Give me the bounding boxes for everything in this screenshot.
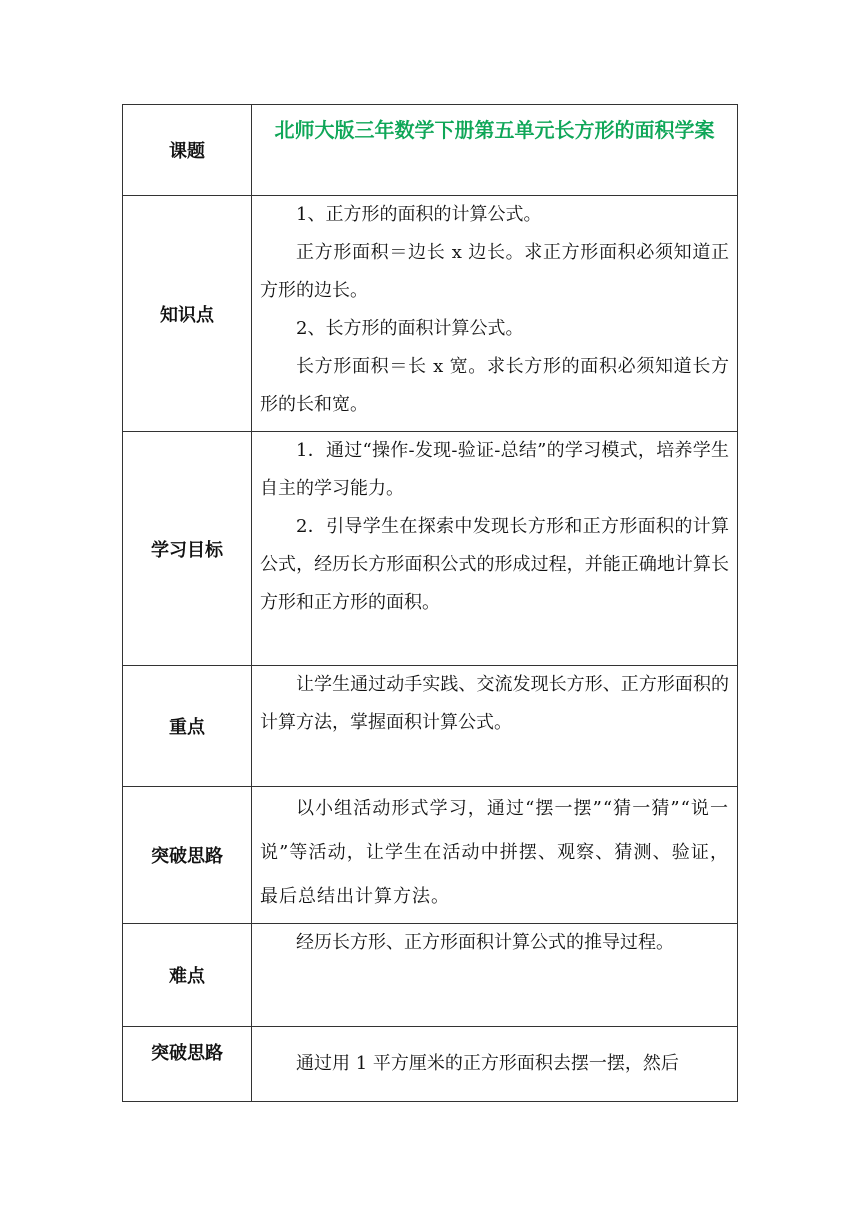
document-title: 北师大版三年数学下册第五单元长方形的面积学案 <box>274 118 715 142</box>
row-label: 学习目标 <box>123 432 252 666</box>
row-label: 难点 <box>123 924 252 1027</box>
paragraph: 1．通过“操作-发现-验证-总结”的学习模式，培养学生自主的学习能力。 <box>260 440 729 499</box>
row-label: 知识点 <box>123 196 252 432</box>
paragraph: 正方形面积＝边长 x 边长。求正方形面积必须知道正方形的边长。 <box>260 242 729 301</box>
row-content <box>252 105 738 196</box>
row-content <box>252 787 738 924</box>
row-label: 课题 <box>123 105 252 196</box>
row-topic <box>123 105 738 196</box>
paragraph: 通过用 1 平方厘米的正方形面积去摆一摆，然后 <box>296 1053 679 1074</box>
row-label: 重点 <box>123 666 252 787</box>
paragraph: 以小组活动形式学习，通过“摆一摆”“猜一猜”“说一说”等活动，让学生在活动中拼摆、观察、猜测、验证，最后总结出计算方法。 <box>260 798 729 907</box>
paragraph: 让学生通过动手实践、交流发现长方形、正方形面积的计算方法，掌握面积计算公式。 <box>260 674 729 733</box>
row-content <box>252 1027 738 1102</box>
row-label: 突破思路 <box>123 787 252 924</box>
paragraph: 2．引导学生在探索中发现长方形和正方形面积的计算公式，经历长方形面积公式的形成过程，并能正确地计算长方形和正方形的面积。 <box>260 516 729 613</box>
paragraph: 2、长方形的面积计算公式。 <box>296 318 524 339</box>
lesson-plan-table <box>122 104 738 1102</box>
row-content <box>252 196 738 432</box>
row-breakthrough-1 <box>123 787 738 924</box>
row-content <box>252 666 738 787</box>
row-content <box>252 924 738 1027</box>
row-knowledge-points <box>123 196 738 432</box>
row-label: 突破思路 <box>123 1027 252 1102</box>
paragraph: 长方形面积＝长 x 宽。求长方形的面积必须知道长方形的长和宽。 <box>260 356 729 415</box>
paragraph: 1、正方形的面积的计算公式。 <box>296 204 542 225</box>
row-learning-goals <box>123 432 738 666</box>
row-key-point <box>123 666 738 787</box>
row-breakthrough-2 <box>123 1027 738 1102</box>
row-content <box>252 432 738 666</box>
paragraph: 经历长方形、正方形面积计算公式的推导过程。 <box>296 932 674 953</box>
row-difficulty <box>123 924 738 1027</box>
